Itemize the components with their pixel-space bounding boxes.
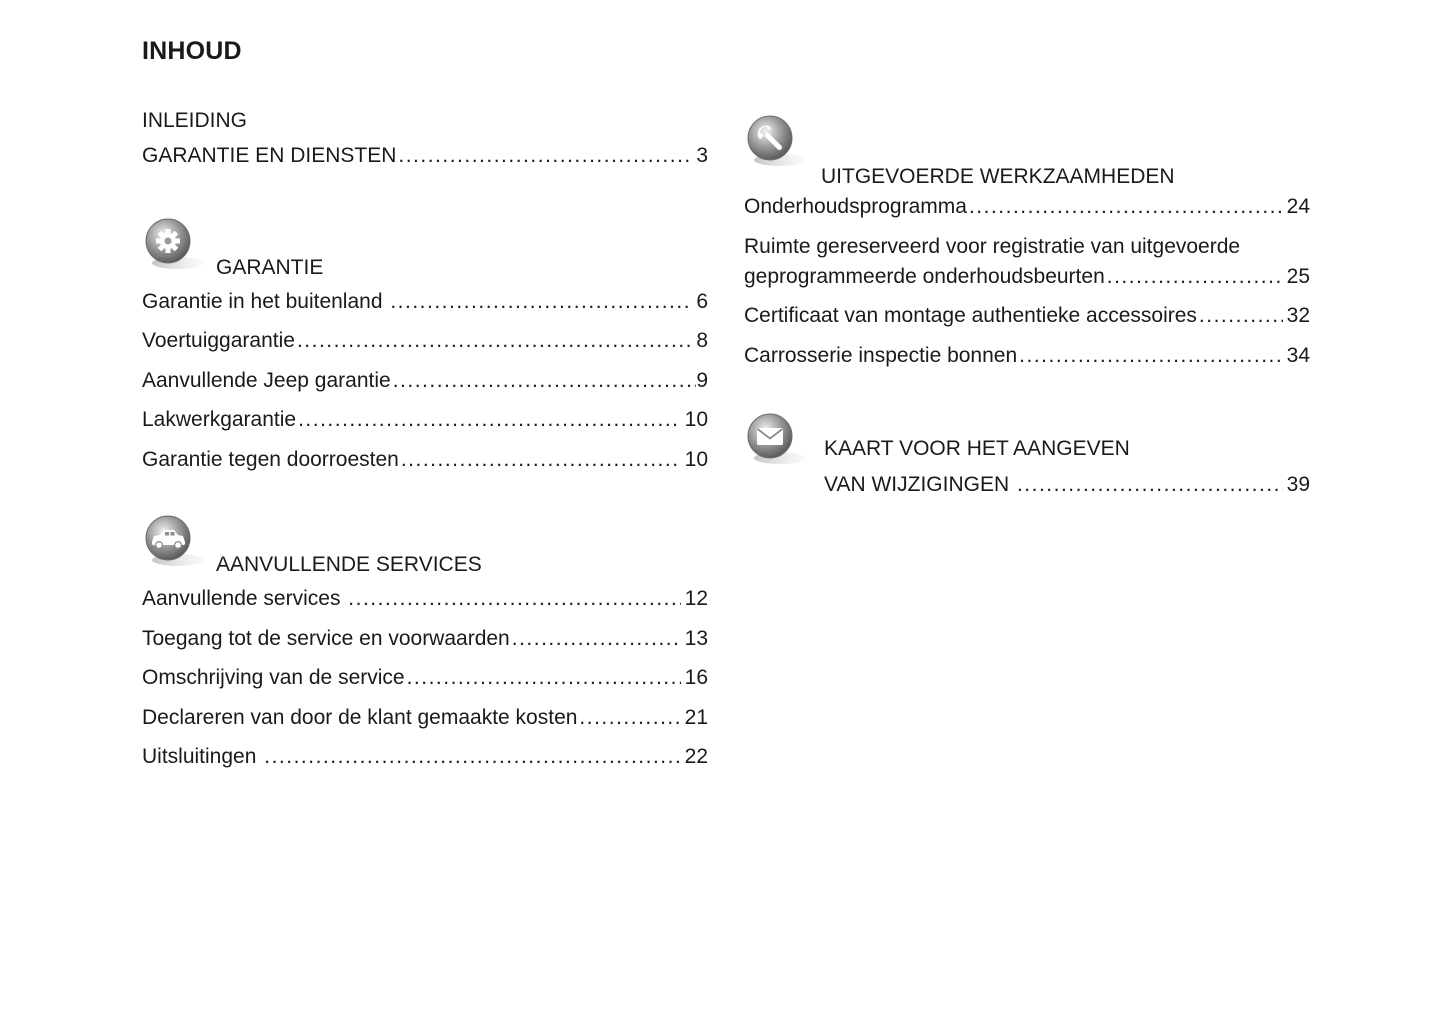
gear-icon (142, 215, 206, 275)
leader-dots (298, 405, 681, 435)
toc-entry-label: geprogrammeerde onderhoudsbeurten (744, 264, 1105, 288)
toc-entry-page: 12 (684, 587, 708, 610)
section-title: GARANTIE (216, 255, 324, 279)
toc-entry-page: 32 (1286, 304, 1310, 327)
toc-entry-label: Onderhoudsprogramma (744, 195, 967, 218)
toc-entry-page: 10 (684, 447, 708, 471)
toc-entry[interactable] (824, 470, 1310, 506)
toc-entry-label: GARANTIE EN DIENSTEN (142, 144, 397, 167)
leader-dots (390, 287, 692, 317)
toc-right-column (744, 112, 1310, 520)
toc-entry-page: 22 (684, 745, 708, 768)
leader-dots (264, 742, 680, 772)
toc-entry-label: Garantie tegen doorroesten (142, 447, 399, 471)
toc-entry[interactable] (142, 405, 708, 445)
toc-entry[interactable] (142, 326, 708, 366)
section-header-garantie (142, 215, 708, 287)
page-title: INHOUD (142, 37, 242, 65)
toc-entry[interactable] (142, 445, 708, 485)
leader-dots (393, 366, 697, 396)
toc-entry[interactable] (142, 141, 708, 181)
intro-heading: INLEIDING (142, 109, 248, 132)
leader-dots (407, 663, 681, 693)
section-title: UITGEVOERDE WERKZAAMHEDEN (821, 165, 1175, 188)
toc-entry[interactable] (142, 703, 708, 743)
toc-entry-label: Uitsluitingen (142, 745, 263, 768)
section-header-aanvullende-services (142, 512, 708, 584)
toc-entry[interactable] (142, 742, 708, 782)
leader-dots (1017, 470, 1283, 500)
toc-entry-label: Garantie in het buitenland (142, 289, 389, 313)
toc-entry-page: 34 (1286, 343, 1310, 367)
section-title: AANVULLENDE SERVICES (216, 553, 482, 576)
toc-entry-label: Carrosserie inspectie bonnen (744, 343, 1018, 367)
toc-entry[interactable] (744, 301, 1310, 341)
toc-entry-page: 13 (684, 626, 708, 650)
toc-entry-label: Aanvullende services (142, 587, 347, 610)
car-icon (142, 512, 206, 572)
toc-entry-label: Ruimte gereserveerd voor registratie van uitgevoerde (744, 234, 1241, 258)
toc-entry-label: Declareren van door de klant gemaakte kosten (142, 705, 578, 729)
section-header-kaart (744, 410, 1310, 520)
toc-entry-page: 39 (1286, 473, 1310, 496)
toc-entry-page: 8 (696, 329, 708, 352)
toc-entry-label: Certificaat van montage authentieke accessoires (744, 304, 1197, 327)
toc-entry-label: Lakwerkgarantie (142, 408, 297, 431)
toc-entry[interactable] (142, 663, 708, 703)
leader-dots (512, 624, 681, 654)
toc-entry[interactable] (142, 624, 708, 664)
leader-dots (401, 445, 681, 475)
toc-entry-page: 10 (684, 408, 708, 431)
toc-entry[interactable] (142, 287, 708, 327)
toc-entry-page: 25 (1286, 264, 1310, 288)
leader-dots (1019, 341, 1282, 371)
toc-entry-label: Voertuiggarantie (142, 329, 295, 352)
toc-entry[interactable] (744, 262, 1310, 302)
toc-entry-line1[interactable] (744, 232, 1310, 262)
toc-entry[interactable] (744, 192, 1310, 232)
section-title: KAART VOOR HET AANGEVEN (824, 437, 1130, 460)
section-header-uitgevoerde-werkzaamheden (744, 112, 1310, 188)
toc-entry-page: 24 (1286, 195, 1310, 218)
toc-entry[interactable] (744, 341, 1310, 381)
leader-dots (1199, 301, 1283, 331)
toc-entry-label: Omschrijving van de service (142, 666, 405, 689)
leader-dots (398, 141, 692, 171)
kaart-title-block (824, 434, 1310, 506)
toc-entry-label: VAN WIJZIGINGEN (824, 473, 1015, 496)
wrench-icon (744, 112, 808, 172)
leader-dots (969, 192, 1283, 222)
toc-entry-page: 16 (684, 666, 708, 689)
leader-dots (579, 703, 680, 733)
toc-entry[interactable] (142, 584, 708, 624)
toc-entry-page: 21 (684, 705, 708, 729)
toc-entry[interactable] (142, 366, 708, 406)
toc-entry-label: Aanvullende Jeep garantie (142, 368, 391, 392)
toc-entry-page: 3 (696, 144, 708, 167)
toc-entry-page: 9 (696, 368, 708, 392)
toc-entry-page: 6 (696, 289, 708, 313)
toc-left-column (142, 106, 708, 782)
envelope-icon (744, 410, 808, 470)
leader-dots (1107, 262, 1283, 292)
toc-entry-label: Toegang tot de service en voorwaarden (142, 626, 510, 650)
leader-dots (297, 326, 692, 356)
leader-dots (348, 584, 680, 614)
